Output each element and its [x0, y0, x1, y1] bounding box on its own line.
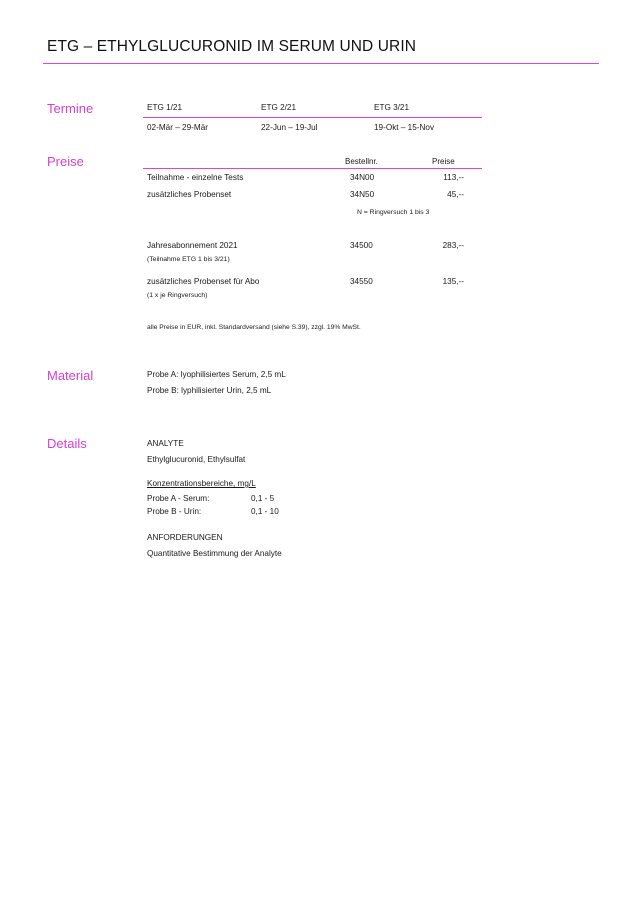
round-name: ETG 2/21 [261, 103, 297, 112]
price-footnote: alle Preise in EUR, inkl. Standardversand (siehe S.39), zzgl. 19% MwSt. [147, 324, 361, 331]
price-item-price: 135,-- [442, 277, 464, 286]
preise-divider [143, 168, 482, 169]
round-dates: 02-Mär – 29-Mär [147, 123, 208, 132]
section-heading-details: Details [47, 436, 87, 451]
konz-row-value: 0,1 - 5 [251, 494, 275, 503]
price-item-label: zusätzliches Probenset [147, 190, 232, 199]
konz-row-label: Probe B - Urin: [147, 507, 202, 516]
price-item-sub: (Teilnahme ETG 1 bis 3/21) [147, 256, 230, 263]
price-item-price: 113,-- [443, 173, 464, 182]
anforderungen-text: Quantitative Bestimmung der Analyte [147, 549, 282, 558]
analyte-text: Ethylglucuronid, Ethylsulfat [147, 455, 246, 464]
round-name: ETG 1/21 [147, 103, 183, 112]
round-dates: 19-Okt – 15-Nov [374, 123, 435, 132]
section-heading-preise: Preise [47, 154, 84, 169]
price-item-price: 45,-- [447, 190, 464, 199]
price-item-sub: (1 x je Ringversuch) [147, 292, 208, 299]
material-line: Probe B: lyphilisierter Urin, 2,5 mL [147, 386, 272, 395]
n-note: N = Ringversuch 1 bis 3 [357, 209, 430, 216]
konz-row-value: 0,1 - 10 [251, 507, 279, 516]
price-item-nr: 34N50 [350, 190, 375, 199]
title-divider [43, 63, 599, 64]
material-line: Probe A: lyophilisiertes Serum, 2,5 mL [147, 370, 286, 379]
section-heading-termine: Termine [47, 101, 94, 116]
price-item-nr: 34N00 [350, 173, 375, 182]
price-item-nr: 34550 [350, 277, 373, 286]
konz-title: Konzentrationsbereiche, mg/L [147, 479, 256, 488]
round-name: ETG 3/21 [374, 103, 410, 112]
konz-row-label: Probe A - Serum: [147, 494, 210, 503]
termine-divider [143, 117, 482, 118]
page-title: ETG – ETHYLGLUCURONID IM SERUM UND URIN [47, 38, 417, 55]
price-item-price: 283,-- [442, 241, 464, 250]
price-item-label: Jahresabonnement 2021 [147, 241, 238, 250]
analyte-title: ANALYTE [147, 439, 184, 448]
price-item-label: Teilnahme - einzelne Tests [147, 173, 244, 182]
price-item-nr: 34500 [350, 241, 373, 250]
anforderungen-title: ANFORDERUNGEN [147, 533, 223, 542]
section-heading-material: Material [47, 368, 94, 383]
price-item-label: zusätzliches Probenset für Abo [147, 277, 260, 286]
column-header-bestellnr: Bestellnr. [345, 157, 378, 166]
column-header-preis: Preise [432, 157, 455, 166]
round-dates: 22-Jun – 19-Jul [261, 123, 318, 132]
